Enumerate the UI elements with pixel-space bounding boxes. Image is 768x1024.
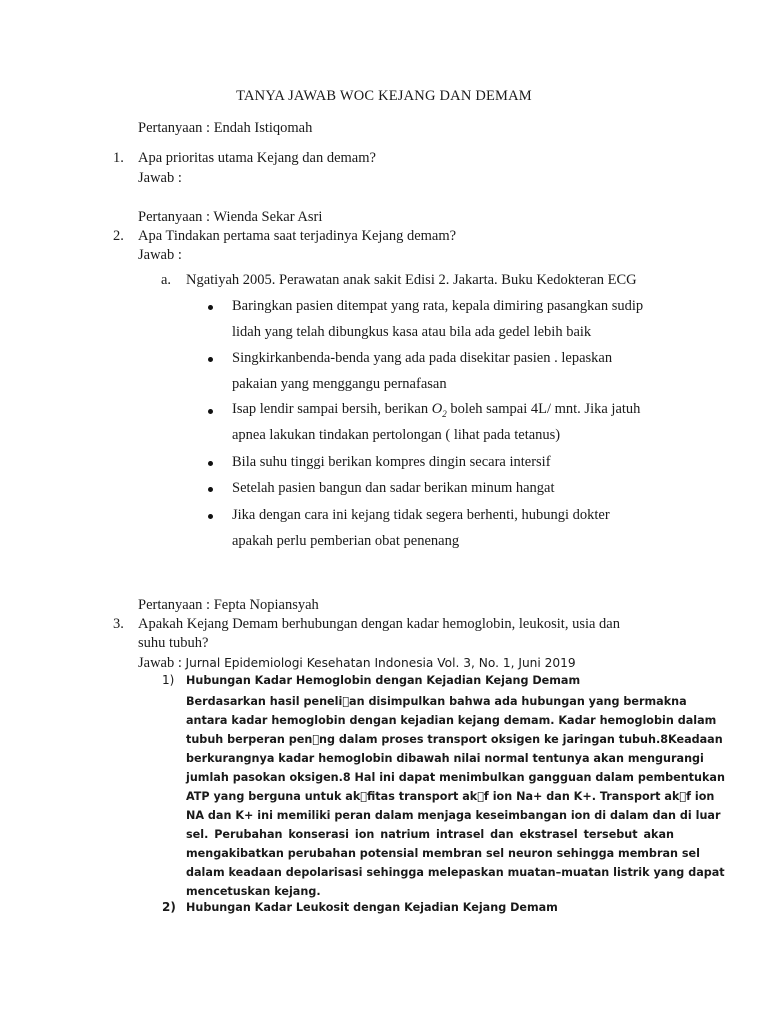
- bullet-1-line-1: Baringkan pasien ditempat yang rata, kepala dimiring pasangkan sudip: [232, 298, 644, 314]
- bullet-4-line-1: Bila suhu tinggi berikan kompres dingin secara intersif: [232, 454, 551, 470]
- q2-answer-label: Jawab :: [138, 247, 182, 263]
- bullet-6-line-2: apakah perlu pemberian obat penenang: [232, 533, 460, 549]
- q3-answer-line: [138, 654, 576, 672]
- q1-number: 1.: [113, 150, 124, 166]
- bullet-dot: [208, 487, 213, 492]
- q2-source-marker: a.: [161, 272, 172, 288]
- sub2-title: Hubungan Kadar Leukosit dengan Kejadian Kejang Demam: [186, 901, 558, 914]
- q3-asker: Pertanyaan : Fepta Nopiansyah: [138, 597, 319, 613]
- paragraph-line: dalam keadaan depolarisasi sehingga melepaskan muatan–muatan listrik yang dapat: [186, 866, 725, 879]
- bullet-2-line-1: Singkirkanbenda-benda yang ada pada disekitar pasien . lepaskan: [232, 350, 613, 366]
- q3-question-line-1: Apakah Kejang Demam berhubungan dengan kadar hemoglobin, leukosit, usia dan: [138, 616, 620, 632]
- sub1-number: 1): [162, 673, 175, 687]
- q3-journal: Jurnal Epidemiologi Kesehatan Indonesia Vol. 3, No. 1, Juni 2019: [185, 656, 576, 670]
- q3-question-line-2: suhu tubuh?: [138, 635, 209, 651]
- bullet-6-line-1: Jika dengan cara ini kejang tidak segera berhenti, hubungi dokter: [232, 507, 610, 523]
- q3-answer-label: Jawab :: [138, 655, 186, 671]
- q1-asker: Pertanyaan : Endah Istiqomah: [138, 120, 313, 136]
- bullet-1-line-2: lidah yang telah dibungkus kasa atau bila ada gedel lebih baik: [232, 324, 592, 340]
- bullet-dot: [208, 409, 213, 414]
- bullet-dot: [208, 514, 213, 519]
- bullet-dot: [208, 461, 213, 466]
- q1-answer-label: Jawab :: [138, 170, 182, 186]
- paragraph-line: NA dan K+ ini memiliki peran dalam menjaga keseimbangan ion di dalam dan di luar: [186, 809, 721, 822]
- bullet-3-line-2: apnea lakukan tindakan pertolongan ( lihat pada tetanus): [232, 427, 561, 443]
- q1-question: Apa prioritas utama Kejang dan demam?: [138, 150, 376, 166]
- q2-question: Apa Tindakan pertama saat terjadinya Kejang demam?: [138, 228, 457, 244]
- bullet-5-line-1: Setelah pasien bangun dan sadar berikan minum hangat: [232, 480, 555, 496]
- bullet-2-line-2: pakaian yang menggangu pernafasan: [232, 376, 447, 392]
- o2-formula: $O_2$: [431, 401, 447, 419]
- paragraph-line: antara kadar hemoglobin dengan kejadian kejang demam. Kadar hemoglobin dalam: [186, 714, 717, 727]
- paragraph-line: tubuh berperan pen ng dalam proses transport oksigen ke jaringan tubuh.8Keadaan: [186, 733, 723, 746]
- q3-number: 3.: [113, 616, 124, 632]
- paragraph-line: ATP yang berguna untuk ak fitas transport ak f ion Na+ dan K+. Transport ak f ion: [186, 790, 715, 803]
- sub2-number: 2): [162, 900, 176, 914]
- sub1-paragraph: [186, 692, 725, 901]
- paragraph-line: jumlah pasokan oksigen.8 Hal ini dapat menimbulkan gangguan dalam pembentukan: [186, 771, 725, 784]
- paragraph-line: mengakibatkan perubahan potensial membran sel neuron sehingga membran sel: [186, 847, 700, 860]
- q2-source: Ngatiyah 2005. Perawatan anak sakit Edisi 2. Jakarta. Buku Kedokteran ECG: [186, 272, 637, 288]
- paragraph-line: sel. Perubahan konserasi ion natrium intrasel dan ekstrasel tersebut akan: [186, 828, 674, 841]
- q2-number: 2.: [113, 228, 124, 244]
- bullet-dot: [208, 357, 213, 362]
- bullet-dot: [208, 305, 213, 310]
- q2-asker: Pertanyaan : Wienda Sekar Asri: [138, 209, 323, 225]
- document-title: TANYA JAWAB WOC KEJANG DAN DEMAM: [236, 88, 532, 104]
- bullet-3-line-1: Isap lendir sampai bersih, berikan $O_2$ boleh sampai 4L/ mnt. Jika jatuh: [232, 401, 641, 419]
- paragraph-line: mencetuskan kejang.: [186, 885, 321, 898]
- paragraph-line: Berdasarkan hasil peneli an disimpulkan bahwa ada hubungan yang bermakna: [186, 695, 687, 708]
- sub1-title: Hubungan Kadar Hemoglobin dengan Kejadian Kejang Demam: [186, 674, 581, 687]
- paragraph-line: berkurangnya kadar hemoglobin dibawah nilai normal tentunya akan mengurangi: [186, 752, 704, 765]
